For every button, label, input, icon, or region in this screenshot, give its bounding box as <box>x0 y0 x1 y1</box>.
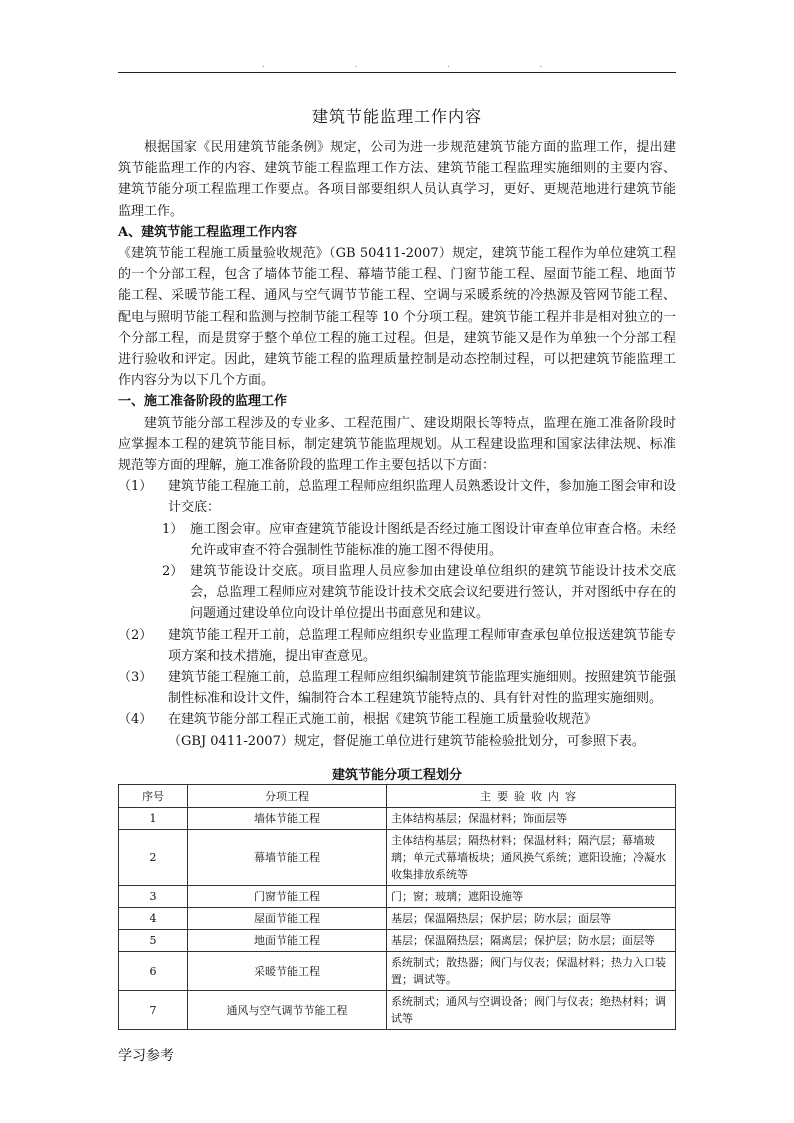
header-rule <box>118 72 676 73</box>
list-item: （2） 建筑节能工程开工前，总监理工程师应组织专业监理工程师审查承包单位报送建筑节能专项方案和技术措施，提出审查意见。 <box>118 627 676 664</box>
subitem-division-table <box>118 784 676 1030</box>
header-name: 分项工程 <box>188 785 387 808</box>
section-1-heading: 一、施工准备阶段的监理工作 <box>118 394 288 410</box>
section-a-paragraph: 《建筑节能工程施工质量验收规范》（GB 50411-2007）规定，建筑节能工程作为单位建筑工程的一个分部工程，包含了墙体节能工程、幕墙节能工程、门窗节能工程、屋面节能工程、地面节能工程、采暖节能工程、通风与空气调节节能工程、空调与采暖系统的冷热源及管网节能工程、配电与照明节能工程和监测与控制节能工程等 10 个分项工程。建筑节能工程并非是相对独立的一个分部工程，而是贯穿于整个单位工程的施工过程。但是，建筑节能又是作为单独一个分部工程进行验收和评定。因此，建筑节能工程的监理质量控制是动态控制过程，可以把建筑节能监理工作内容分为以下几个方面。 <box>118 246 676 389</box>
section-a-heading: A、建筑节能工程监理工作内容 <box>118 224 298 240</box>
list-item: （1） 建筑节能工程施工前，总监理工程师应组织监理人员熟悉设计文件，参加施工图会审和设计交底： <box>118 479 676 516</box>
list-item: （3） 建筑节能工程施工前，总监理工程师应组织编制建筑节能监理实施细则。按照建筑节能强制性标准和设计文件，编制符合本工程建筑节能特点的、具有针对性的监理实施细则。 <box>118 670 676 707</box>
header-dots: . . . . <box>262 60 542 69</box>
table-title: 建筑节能分项工程划分 <box>331 768 462 783</box>
intro-paragraph: 根据国家《民用建筑节能条例》规定，公司为进一步规范建筑节能方面的监理工作，提出建筑节能监理工作的内容、建筑节能工程监理工作方法、建筑节能工程监理实施细则的主要内容、建筑节能分项工程监理工作要点。各项目部要组织人员认真学习，更好、更规范地进行建筑节能监理工作。 <box>118 140 676 219</box>
page-footer: 学习参考 <box>118 1048 174 1064</box>
sub-list-item: 2） 建筑节能设计交底。项目监理人员应参加由建设单位组织的建筑节能设计技术交底会，总监理工程师应对建筑节能设计技术交底会议纪要进行签认，并对图纸中存在的问题通过建设单位向设计单位提出书面意见和建议。 <box>162 564 676 622</box>
table-row: 2 幕墙节能工程 主体结构基层；隔热材料；保温材料；隔汽层；幕墙玻璃；单元式幕墙板块；通风换气系统；遮阳设施；冷凝水收集排放系统等 <box>119 830 676 886</box>
table-row: 7 通风与空气调节节能工程 系统制式；通风与空调设备；阀门与仪表；绝热材料；调试等 <box>119 991 676 1030</box>
table-row: 1 墙体节能工程 主体结构基层；保温材料；饰面层等 <box>119 808 676 830</box>
table-row: 3 门窗节能工程 门；窗；玻璃；遮阳设施等 <box>119 886 676 908</box>
table-header-row <box>119 785 676 808</box>
table-row: 4 屋面节能工程 基层；保温隔热层；保护层；防水层；面层等 <box>119 908 676 930</box>
page-title: 建筑节能监理工作内容 <box>311 107 482 126</box>
table-row: 5 地面节能工程 基层；保温隔热层；隔离层；保护层；防水层；面层等 <box>119 930 676 952</box>
section-1-paragraph: 建筑节能分部工程涉及的专业多、工程范围广、建设期限长等特点，监理在施工准备阶段时应掌握本工程的建筑节能目标，制定建筑节能监理规划。从工程建设监理和国家法律法规、标准规范等方面的理解，施工准备阶段的监理工作主要包括以下方面： <box>118 415 676 474</box>
header-no: 序号 <box>119 785 188 808</box>
list-item-continuation: （GBJ 0411-2007）规定，督促施工单位进行建筑节能检验批划分，可参照下表。 <box>168 733 645 749</box>
header-content: 主要验收内容 <box>387 785 676 808</box>
table-row: 6 采暖节能工程 系统制式；散热器；阀门与仪表；保温材料；热力入口装置；调试等。 <box>119 952 676 991</box>
sub-list-item: 1） 施工图会审。应审查建筑节能设计图纸是否经过施工图设计审查单位审查合格。未经允许或审查不符合强制性节能标准的施工图不得使用。 <box>162 521 676 558</box>
document-body <box>118 137 676 752</box>
list-item: （4） 在建筑节能分部工程正式施工前，根据《建筑节能工程施工质量验收规范》 <box>118 712 598 728</box>
